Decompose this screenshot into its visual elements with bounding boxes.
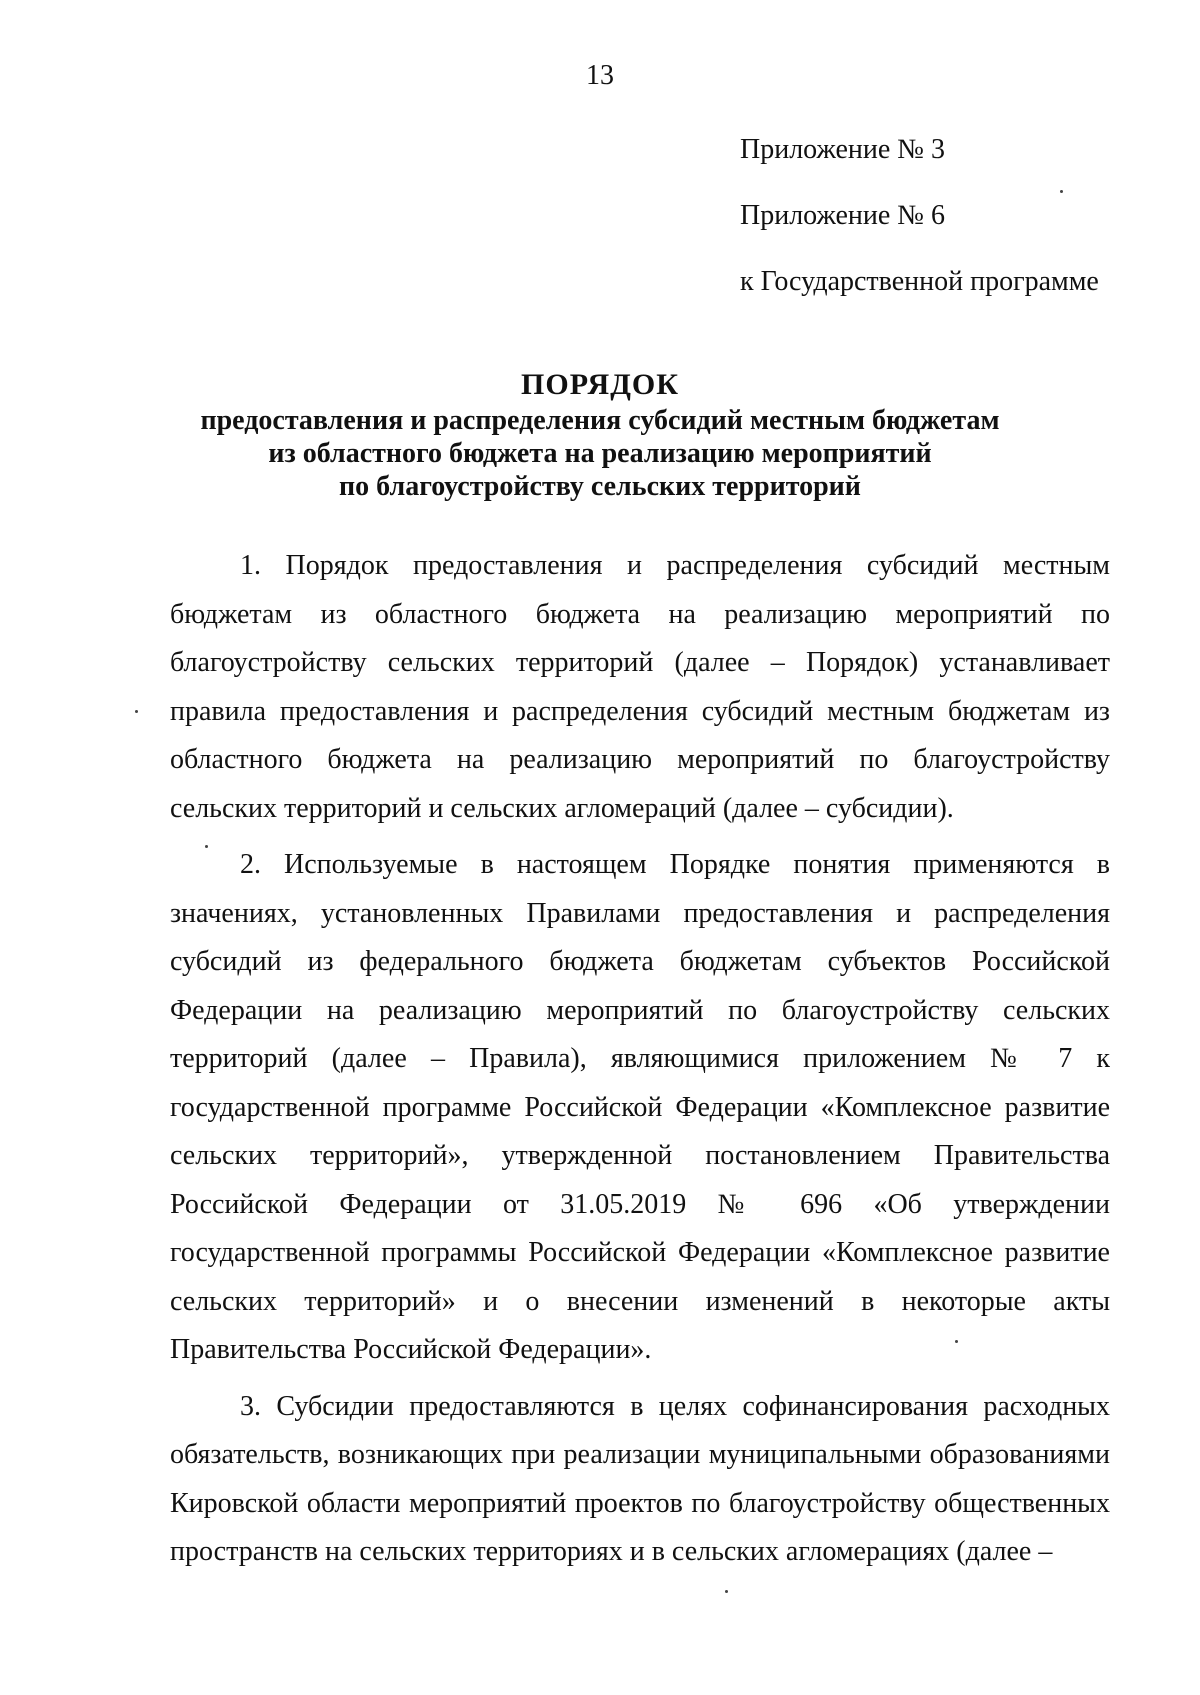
attachment-line-2: Приложение № 6 [740,200,945,231]
paragraph-1: 1. Порядок предоставления и распределения субсидий местным бюджетам из областного бюджета на реализацию мероприятий по благоустройству сельских территорий (далее – Порядок) устанавливает правила предоставления и распределения субсидий местным бюджетам из областного бюджета на реализацию мероприятий по благоустройству сельских территорий и сельских агломераций (далее – субсидии). [170,550,1110,824]
scan-speck [955,1340,958,1343]
attachment-line-1: Приложение № 3 [740,134,945,165]
scan-speck [725,1590,728,1593]
scan-speck [1060,190,1063,193]
scan-speck [205,845,208,848]
paragraph-3: 3. Субсидии предоставляются в целях софинансирования расходных обязательств, возникающих при реализации муниципальными образованиями Кировской области мероприятий проектов по благоустройству общественных пространств на сельских территориях и в сельских агломерациях (далее – [170,1390,1110,1567]
scan-speck [135,710,138,713]
title-subtitle-line-1: предоставления и распределения субсидий местным бюджетам [200,405,1000,436]
paragraph-2: 2. Используемые в настоящем Порядке понятия применяются в значениях, установленных Правилами предоставления и распределения субсидий из федерального бюджета бюджетам субъектов Российской Федерации на реализацию мероприятий по благоустройству сельских территорий (далее – Правила), являющимися приложением № 7 к государственной программе Российской Федерации «Комплексное развитие сельских территорий», утвержденной постановлением Правительства Российской Федерации от 31.05.2019 № 696 «Об утверждении государственной программы Российской Федерации «Комплексное развитие сельских территорий» и о внесении изменений в некоторые акты Правительства Российской Федерации». [170,849,1110,1365]
attachment-line-3: к Государственной программе [740,266,1099,297]
title-subtitle-line-2: из областного бюджета на реализацию мероприятий [268,438,932,469]
title-main: ПОРЯДОК [521,368,679,401]
title-subtitle-line-3: по благоустройству сельских территорий [339,471,861,502]
document-title [150,366,1050,503]
page-number: 13 [586,60,614,91]
document-body [170,542,1110,1577]
